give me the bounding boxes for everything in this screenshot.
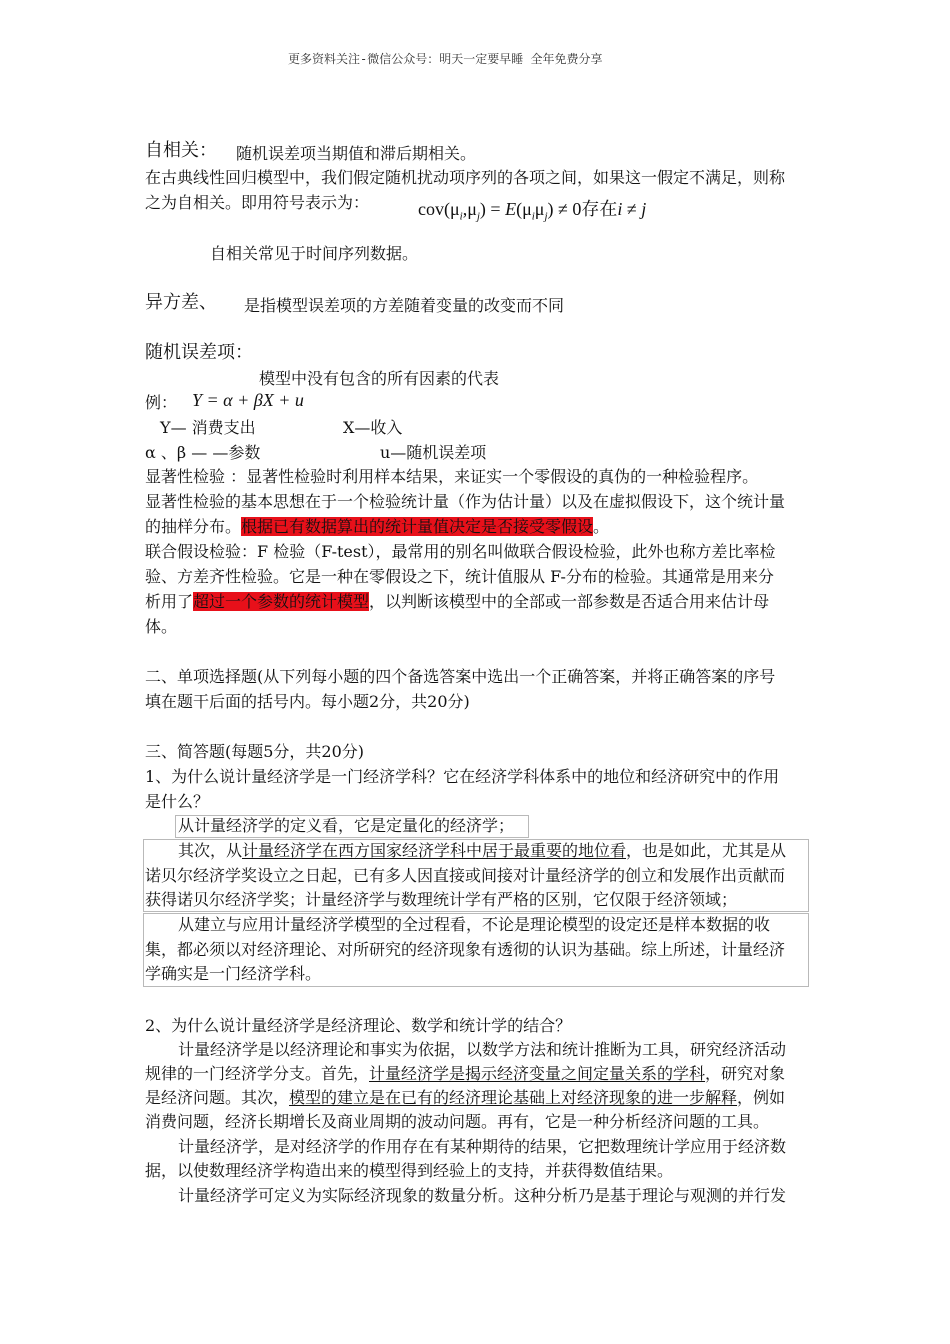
significance-line3	[145, 516, 609, 538]
answer2-line3	[145, 1087, 785, 1109]
joint-test-line2: 验、方差齐性检验。它是一种在零假设之下，统计值服从 F-分布的检验。其通常是用来分	[145, 567, 774, 586]
answer2-line3-end: ，例如	[737, 1088, 786, 1107]
significance-line3-text: 的抽样分布。	[145, 517, 242, 536]
answer1-para1: 从计量经济学的定义看，它是定量化的经济学；	[178, 816, 515, 835]
answer1-para2-line2: 诺贝尔经济学奖设立之日起，已有多人因直接或间接对计量经济学的创立和发展作出贡献而	[145, 866, 786, 885]
significance-highlight: 根据已有数据算出的统计量值决定是否接受零假设	[241, 517, 594, 536]
question1-line1: 1、为什么说计量经济学是一门经济学科？它在经济学科体系中的地位和经济研究中的作用	[145, 767, 780, 786]
answer2-line7: 计量经济学可定义为实际经济现象的数量分析。这种分析乃是基于理论与观测的并行发	[178, 1186, 787, 1205]
y-variable-label: Y— 消费支出	[160, 418, 256, 437]
answer2-line2-end: ，研究对象	[705, 1064, 786, 1083]
significance-line1: 显著性检验 ：显著性检验时利用样本结果，来证实一个零假设的真伪的一种检验程序。	[145, 467, 759, 486]
section3-title: 三、简答题(每题5分，共20分)	[145, 742, 365, 761]
answer2-line1: 计量经济学是以经济理论和事实为依据，以数学方法和统计推断为工具，研究经济活动	[178, 1040, 787, 1059]
answer1-para2-end: ，也是如此，尤其是从	[626, 841, 787, 860]
example-label: 例：	[145, 393, 178, 412]
joint-test-line3	[145, 591, 769, 613]
answer1-para2-line1	[178, 840, 786, 862]
section2-line2: 填在题干后面的括号内。每小题2分，共20分)	[145, 692, 470, 711]
autocorrelation-formula: $cov(\mu_i,\mu_j) = E(\mu_i\mu_j) \ne 0$存在i ≠ j	[418, 199, 647, 223]
answer2-line6: 据，以使数理经济学构造出来的模型得到经验上的支持，并获得数值结果。	[145, 1161, 674, 1180]
significance-line3-end: 。	[593, 517, 610, 536]
autocorrelation-definition: 随机误差项当期值和滞后期相关。	[236, 144, 477, 163]
answer2-line2-start: 规律的一门经济学分支。首先，	[145, 1064, 370, 1083]
term-heteroskedasticity: 异方差、	[145, 292, 217, 313]
question1-line2: 是什么？	[145, 792, 210, 811]
answer2-line2-underlined: 计量经济学是揭示经济变量之间定量关系的学科	[369, 1064, 706, 1083]
answer2-line3-start: 是经济问题。其次，	[145, 1088, 290, 1107]
term-error-term: 随机误差项：	[145, 342, 253, 363]
section2-line1: 二、单项选择题(从下列每小题的四个备选答案中选出一个正确答案，并将正确答案的序号	[145, 667, 776, 686]
heteroskedasticity-definition: 是指模型误差项的方差随着变量的改变而不同	[244, 296, 565, 315]
autocorrelation-text-line1: 在古典线性回归模型中，我们假定随机扰动项序列的各项之间，如果这一假定不满足，则称	[145, 168, 786, 187]
joint-test-line3-text: 析用了	[145, 592, 194, 611]
joint-test-line1: 联合假设检验：F 检验（F-test），最常用的别名叫做联合假设检验，此外也称方差比率检	[145, 542, 776, 561]
answer1-para2-line3: 获得诺贝尔经济学奖；计量经济学与数理统计学有严格的区别，它仅限于经济领域；	[145, 890, 738, 909]
joint-test-highlight: 超过一个参数的统计模型	[193, 592, 370, 611]
answer2-line3-underlined: 模型的建立是在已有的经济理论基础上对经济现象的进一步解释	[289, 1088, 738, 1107]
autocorrelation-note: 自相关常见于时间序列数据。	[210, 244, 419, 263]
joint-test-line4: 体。	[145, 617, 178, 636]
answer2-line2	[145, 1063, 785, 1085]
answer2-line5: 计量经济学，是对经济学的作用存在有某种期待的结果，它把数理统计学应用于经济数	[178, 1137, 787, 1156]
answer1-para3-line2: 集，都必须以对经济理论、对所研究的经济现象有透彻的认识为基础。综上所述，计量经济	[145, 940, 786, 959]
example-formula: Y = α + βX + u	[192, 390, 304, 410]
u-variable-label: u—随机误差项	[380, 443, 487, 462]
page-header: 更多资料关注-微信公众号：明天一定要早睡 全年免费分享	[288, 52, 603, 66]
autocorrelation-text-line2: 之为自相关。即用符号表示为：	[145, 193, 370, 212]
answer1-para3-line3: 学确实是一门经济学科。	[145, 964, 322, 983]
joint-test-line3-end: ，以判断该模型中的全部或一部参数是否适合用来估计母	[369, 592, 770, 611]
term-autocorrelation: 自相关：	[145, 140, 217, 161]
answer2-line4: 消费问题，经济长期增长及商业周期的波动问题。再有，它是一种分析经济问题的工具。	[145, 1112, 770, 1131]
error-term-definition: 模型中没有包含的所有因素的代表	[259, 369, 500, 388]
x-variable-label: X—收入	[343, 418, 403, 437]
significance-line2: 显著性检验的基本思想在于一个检验统计量（作为估计量）以及在虚拟假设下，这个统计量	[145, 492, 786, 511]
alpha-beta-label: α 、β — —参数	[145, 443, 261, 462]
answer1-para2-start: 其次，从	[178, 841, 243, 860]
answer1-para3-line1: 从建立与应用计量经济学模型的全过程看，不论是理论模型的设定还是样本数据的收	[178, 915, 771, 934]
question2: 2、为什么说计量经济学是经济理论、数学和统计学的结合？	[145, 1016, 572, 1035]
answer1-para2-underlined: 计量经济学在西方国家经济学科中居于最重要的地位看	[242, 841, 627, 860]
